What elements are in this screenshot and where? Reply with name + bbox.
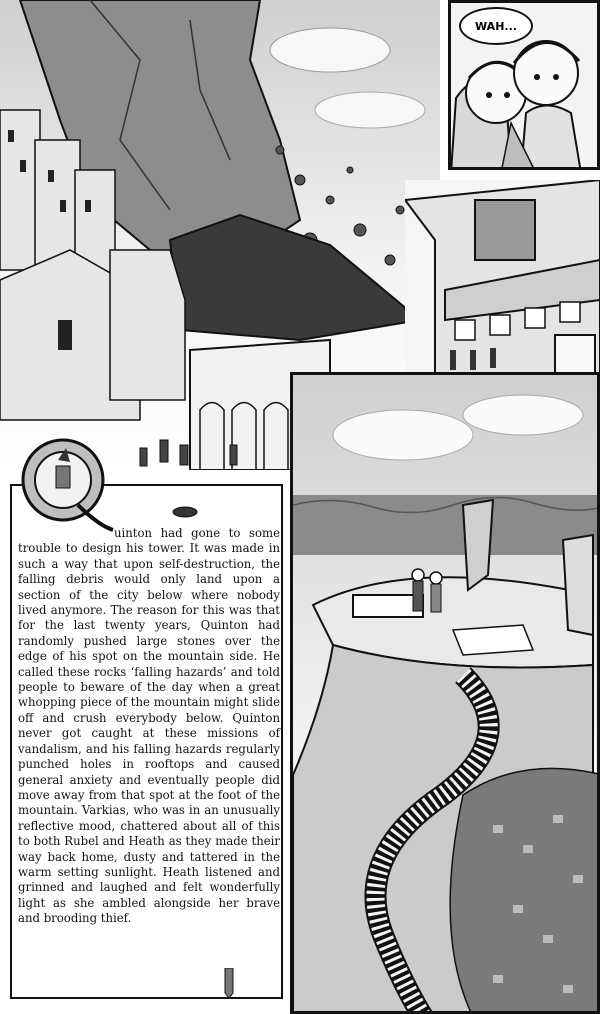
panel-characters-closeup xyxy=(448,0,600,170)
narration-text: uinton had gone to some trouble to design his tower. It was made in such a way that upon self-destruction, the falling debris would only land upon a section of the city below where nobody lived anymore. The reason for this was that for the last twenty years, Quinton had randomly pushed large stones over the edge of his spot on the mountain side. He called these rocks ‘falling hazards’ and told people to beware of the day when a great whopping piece of the mountain might slide off and crush everybody below. Quinton never got caught at these missions of vandalism, and his falling hazards regularly punched holes in rooftops and caused general anxiety and eventually people did move away from that spot at the foot of the mountain. Varkias, who was in an unusually reflective mood, chattered about all of this to both Rubel and Heath as they made their way back home, dusty and tattered in the warm setting sunlight. Heath listened and grinned and laughed and felt wonderfully light as she ambled alongside her brave and brooding thief. xyxy=(18,526,280,926)
speech-bubble-wah xyxy=(459,7,533,45)
speech-text-wah: WAH... xyxy=(475,19,517,33)
panel-building-facade xyxy=(405,180,600,380)
narration-box xyxy=(10,484,283,999)
tower-staircase-art xyxy=(293,375,600,1014)
drop-cap-art xyxy=(18,430,114,534)
ornament-icon xyxy=(170,505,200,519)
building-facade-art xyxy=(405,180,600,380)
panel-tower-staircase xyxy=(290,372,600,1014)
drop-cap-q xyxy=(18,430,114,534)
bookmark-ornament-icon xyxy=(222,968,236,998)
